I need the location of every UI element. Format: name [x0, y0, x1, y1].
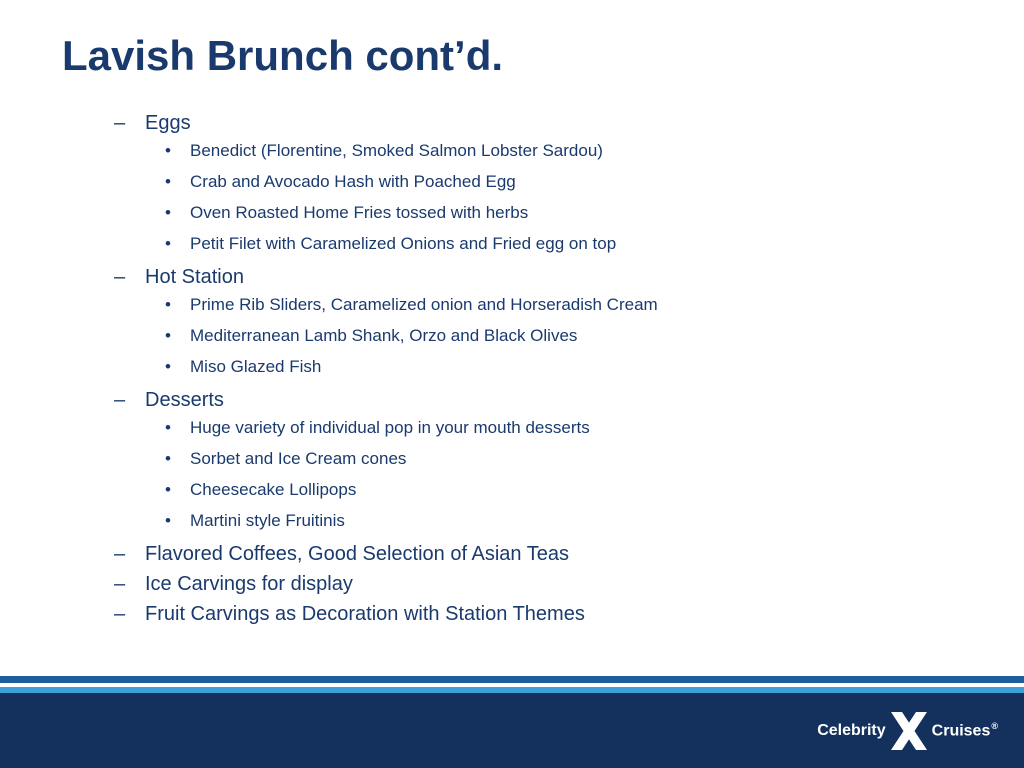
logo-word-left: Celebrity: [817, 722, 886, 739]
list-item: [0, 448, 1024, 470]
section-desserts: [0, 387, 1024, 413]
bullet-marker: •: [165, 172, 171, 191]
bullet-marker: •: [165, 203, 171, 222]
bullet-marker: •: [165, 357, 171, 376]
bullet-marker: •: [165, 480, 171, 499]
list-item: [0, 202, 1024, 224]
list-item-text: Crab and Avocado Hash with Poached Egg: [190, 172, 516, 191]
bullet-marker: •: [165, 326, 171, 345]
bullet-marker: •: [165, 141, 171, 160]
bullet-marker: •: [165, 449, 171, 468]
list-item: [0, 171, 1024, 193]
section-fruit-carvings: [0, 601, 1024, 627]
dash-marker: –: [114, 112, 126, 134]
logo-x-mark: [888, 710, 930, 752]
section-hot-station: [0, 264, 1024, 290]
slide-outline: [0, 108, 1024, 631]
section-label: Flavored Coffees, Good Selection of Asian Teas: [145, 543, 569, 565]
section-label: Fruit Carvings as Decoration with Station Themes: [145, 603, 585, 625]
list-item: [0, 233, 1024, 255]
section-label: Eggs: [145, 112, 191, 134]
list-item-text: Mediterranean Lamb Shank, Orzo and Black Olives: [190, 326, 578, 345]
dash-marker: –: [114, 266, 126, 288]
list-item-text: Prime Rib Sliders, Caramelized onion and Horseradish Cream: [190, 295, 658, 314]
list-item: [0, 479, 1024, 501]
bullet-marker: •: [165, 295, 171, 314]
list-item: [0, 294, 1024, 316]
list-item: [0, 356, 1024, 378]
dash-marker: –: [114, 543, 126, 565]
section-label: Desserts: [145, 389, 224, 411]
celebrity-cruises-logo: [817, 710, 998, 752]
list-item-text: Cheesecake Lollipops: [190, 480, 357, 499]
section-label: Ice Carvings for display: [145, 573, 353, 595]
dash-marker: –: [114, 603, 126, 625]
list-item-text: Oven Roasted Home Fries tossed with herbs: [190, 203, 529, 222]
logo-word-right-text: Cruises: [931, 722, 991, 740]
list-item: [0, 417, 1024, 439]
list-item-text: Petit Filet with Caramelized Onions and Fried egg on top: [190, 234, 617, 253]
list-item-text: Martini style Fruitinis: [190, 511, 345, 530]
registered-mark: ®: [991, 721, 998, 732]
section-label: Hot Station: [145, 266, 244, 288]
bullet-marker: •: [165, 511, 171, 530]
list-item: [0, 325, 1024, 347]
list-item: [0, 510, 1024, 532]
section-ice-carvings: [0, 571, 1024, 597]
list-item: [0, 140, 1024, 162]
section-eggs: [0, 110, 1024, 136]
bullet-marker: •: [165, 418, 171, 437]
list-item-text: Sorbet and Ice Cream cones: [190, 449, 407, 468]
list-item-text: Miso Glazed Fish: [190, 357, 322, 376]
dash-marker: –: [114, 573, 126, 595]
logo-word-right: [932, 721, 998, 740]
slide-title: Lavish Brunch cont’d.: [62, 32, 504, 79]
list-item-text: Huge variety of individual pop in your mouth desserts: [190, 418, 590, 437]
bullet-marker: •: [165, 234, 171, 253]
footer-stripe-dark: [0, 676, 1024, 683]
list-item-text: Benedict (Florentine, Smoked Salmon Lobster Sardou): [190, 141, 603, 160]
section-coffees-teas: [0, 541, 1024, 567]
dash-marker: –: [114, 389, 126, 411]
